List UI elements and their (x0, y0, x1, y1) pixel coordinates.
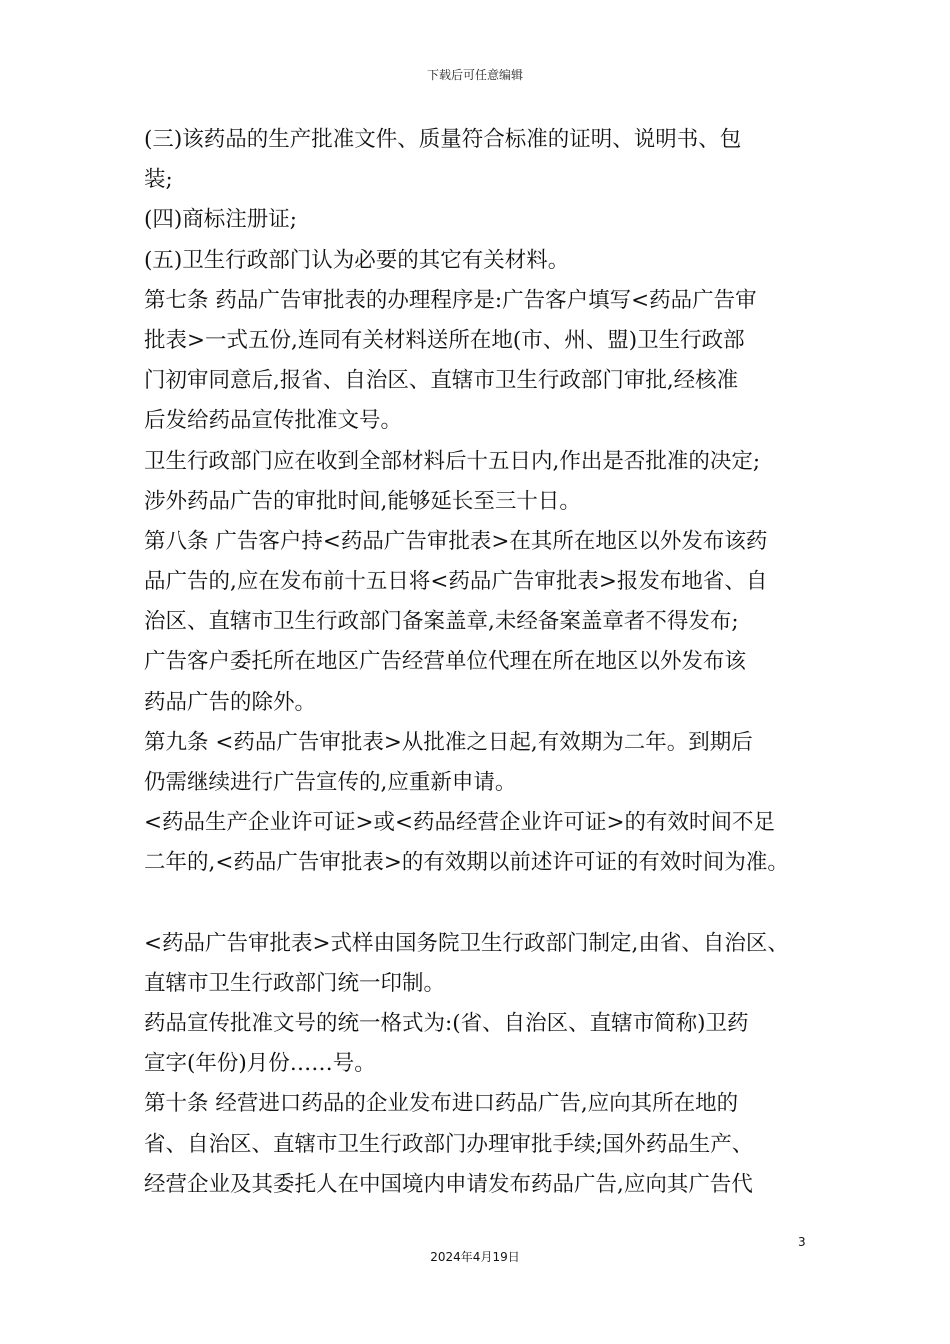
text-line: 涉外药品广告的审批时间,能够延长至三十日。 (144, 488, 581, 514)
text-line: 二年的,<药品广告审批表>的有效期以前述许可证的有效时间为准。 (144, 850, 789, 876)
text-line: 第九条 <药品广告审批表>从批准之日起,有效期为二年。到期后 (144, 729, 753, 755)
text-line: 广告客户委托所在地区广告经营单位代理在所在地区以外发布该 (144, 649, 747, 675)
text-line: 第八条 广告客户持<药品广告审批表>在其所在地区以外发布该药 (144, 528, 768, 554)
text-line: 第十条 经营进口药品的企业发布进口药品广告,应向其所在地的 (144, 1091, 739, 1117)
text-line: 药品宣传批准文号的统一格式为:(省、自治区、直辖市简称)卫药 (144, 1010, 749, 1036)
text-line: 宣字(年份)月份……号。 (144, 1051, 376, 1077)
text-line: 卫生行政部门应在收到全部材料后十五日内,作出是否批准的决定; (144, 448, 761, 474)
text-line: (三)该药品的生产批准文件、质量符合标准的证明、说明书、包 (144, 127, 742, 152)
paragraph-gap (144, 884, 830, 924)
text-line: 直辖市卫生行政部门统一印制。 (144, 970, 446, 996)
document-body (144, 120, 830, 1205)
page-number: 3 (798, 1235, 806, 1249)
footer-date: 2024年4月19日 (430, 1250, 520, 1264)
text-line: 批表>一式五份,连同有关材料送所在地(市、州、盟)卫生行政部 (144, 327, 745, 353)
text-line: (四)商标注册证; (144, 207, 298, 233)
text-line: 品广告的,应在发布前十五日将<药品广告审批表>报发布地省、自 (144, 569, 768, 595)
text-line: 门初审同意后,报省、自治区、直辖市卫生行政部门审批,经核准 (144, 368, 739, 394)
text-line: 仍需继续进行广告宣传的,应重新申请。 (144, 770, 517, 795)
page-header: 下载后可任意编辑 (426, 68, 523, 82)
text-line: 药品广告的除外。 (144, 689, 317, 715)
text-line: 经营企业及其委托人在中国境内申请发布药品广告,应向其广告代 (144, 1171, 753, 1197)
text-line: 装; (144, 167, 173, 193)
text-line: 省、自治区、直辖市卫生行政部门办理审批手续;国外药品生产、 (144, 1131, 754, 1157)
text-line: 后发给药品宣传批准文号。 (144, 408, 403, 434)
text-line: 第七条 药品广告审批表的办理程序是:广告客户填写<药品广告审 (144, 287, 757, 313)
text-line: <药品生产企业许可证>或<药品经营企业许可证>的有效时间不足 (144, 810, 776, 836)
text-line: (五)卫生行政部门认为必要的其它有关材料。 (144, 247, 570, 273)
text-line: 治区、直辖市卫生行政部门备案盖章,未经备案盖章者不得发布; (144, 609, 739, 635)
text-line: <药品广告审批表>式样由国务院卫生行政部门制定,由省、自治区、 (144, 930, 789, 956)
